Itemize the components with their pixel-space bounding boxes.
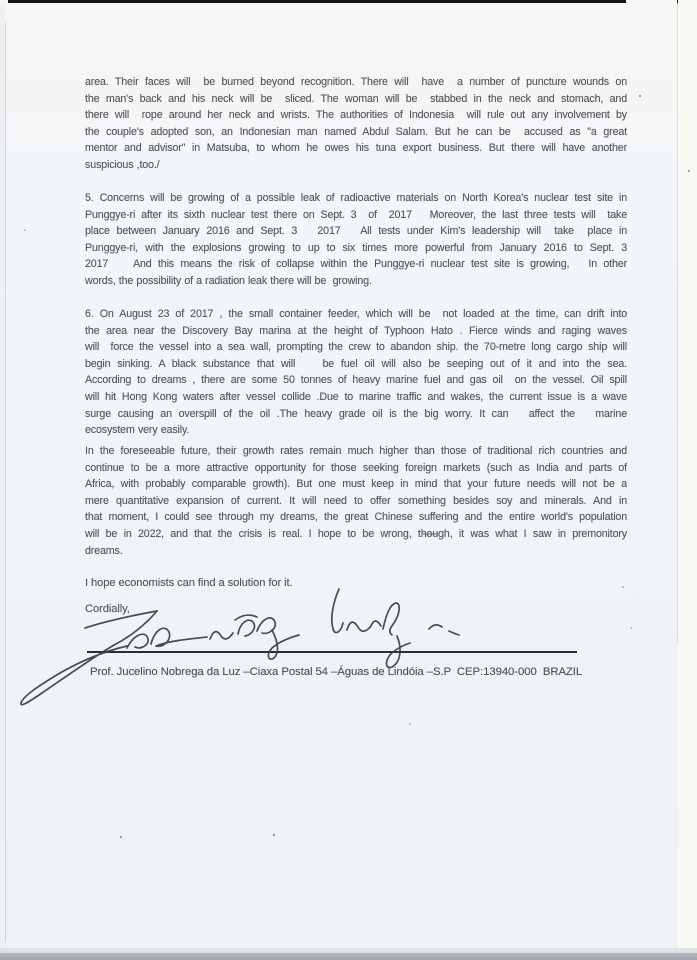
text-line: surge causing an overspill of the oil .The heavy grade oil is the big worry. It can affect the marine [85, 407, 627, 420]
text-line: 2017 And this means the risk of collapse within the Punggye-ri nuclear test site is growing, In other [85, 258, 627, 271]
signature-line [87, 651, 577, 653]
paper-left-edge [5, 22, 6, 942]
text-line: there will rope around her neck and wrists. The authorities of Indonesia will rule out any involvement by [85, 109, 627, 122]
signature-a-e [127, 628, 207, 648]
text-line: words, the possibility of a radiation leak there will be growing. [85, 274, 372, 287]
text-line: In the foreseeable future, their growth rates remain much higher than those of traditional rich countries and [85, 445, 627, 457]
signature-ul [347, 621, 381, 631]
text-line: ecosystem very easily. [85, 424, 190, 437]
text-line: will be in 2022, and that the crisis is real. I hope to be wrong, though, it was what I saw in premonitory [85, 527, 627, 540]
paragraph-outlook [85, 443, 627, 559]
text-line: place between January 2016 and Sept. 3 2017 All tests under Kim's leadership will take place in [85, 225, 627, 238]
salutation: Cordially, [85, 603, 130, 615]
text-line: mentor and advisor" in Matsuba, to whom he owes his tuna export business. But there will have another [85, 142, 627, 155]
text-line: Punggye-ri after its sixth nuclear test there on Sept. 3 of 2017 Moreover, the last three tests will take [85, 208, 627, 221]
text-line: the man's back and his neck will be sliced. The woman will be stabbed in the neck and stomach, and [85, 92, 627, 105]
paper-right-edge [677, 3, 678, 643]
text-line: the area near the Discovery Bay marina at the height of Typhoon Hato . Fierce winds and raging waves [85, 324, 627, 337]
scan-edge-bottom [0, 953, 697, 960]
sender-address: Prof. Jucelino Nobrega da Luz –Ciaxa Postal 54 –Águas de Lindóia –S.P CEP:13940-000 BRAZIL [90, 666, 583, 678]
text-line: suspicious ,too./ [85, 158, 160, 171]
signature-y [383, 603, 410, 667]
text-line: will hit Hong Kong waters after vessel collide .Due to marine traffic and wakes, the current issue is a wave [85, 390, 627, 403]
text-line: 5. Concerns will be growing of a possible leak of radioactive materials on North Korea's nuclear test site in [85, 192, 627, 204]
signature-trailing-marks [429, 625, 459, 635]
text-line: mere quantitative expansion of current. It will need to offer something besides soy and minerals. And in [85, 494, 627, 507]
text-line: that moment, I could see through my dreams, the great Chinese suffering and the entire world's population [85, 511, 627, 524]
paragraph-item-6 [85, 306, 627, 439]
text-line: Africa, with probably comparable growth). But one must keep in mind that your future needs will not be a [85, 478, 627, 491]
text-line: Punggye-ri, with the explosions growing to up to six times more powerful from January 2016 to Sept. 3 [85, 241, 627, 254]
scan-edge-top [8, 0, 626, 3]
text-line: begin sinking. A black substance that will be fuel oil will also be seeping out of it and into the sea. [85, 357, 627, 370]
closing-sentence: I hope economists can find a solution for it. [85, 577, 293, 589]
text-line: According to dreams , there are some 50 tonnes of heavy marine fuel and gas oil on the vessel. Oil spill [85, 374, 627, 387]
text-line: will force the vessel into a sea wall, prompting the crew to abandon ship. the 70-metre long cargo ship will [85, 341, 627, 354]
text-line: area. Their faces will be burned beyond recognition. There will have a number of puncture wounds on [85, 76, 627, 88]
signature-initial-tail [21, 611, 157, 705]
text-line: dreams. [85, 544, 123, 557]
text-line: continue to be a more attractive opportunity for those seeking foreign markets (such as India and parts of [85, 461, 627, 474]
scan-background-right [678, 0, 697, 948]
signature-j [332, 589, 343, 633]
text-line: the couple's adopted son, an Indonesian man named Abdul Salam. But he can be accused as "a great [85, 125, 627, 138]
text-line: 6. On August 23 of 2017 , the small container feeder, which will be not loaded at the time, can drift into [85, 308, 627, 320]
paragraph-continuation [85, 74, 627, 174]
paragraph-item-5 [85, 190, 627, 290]
